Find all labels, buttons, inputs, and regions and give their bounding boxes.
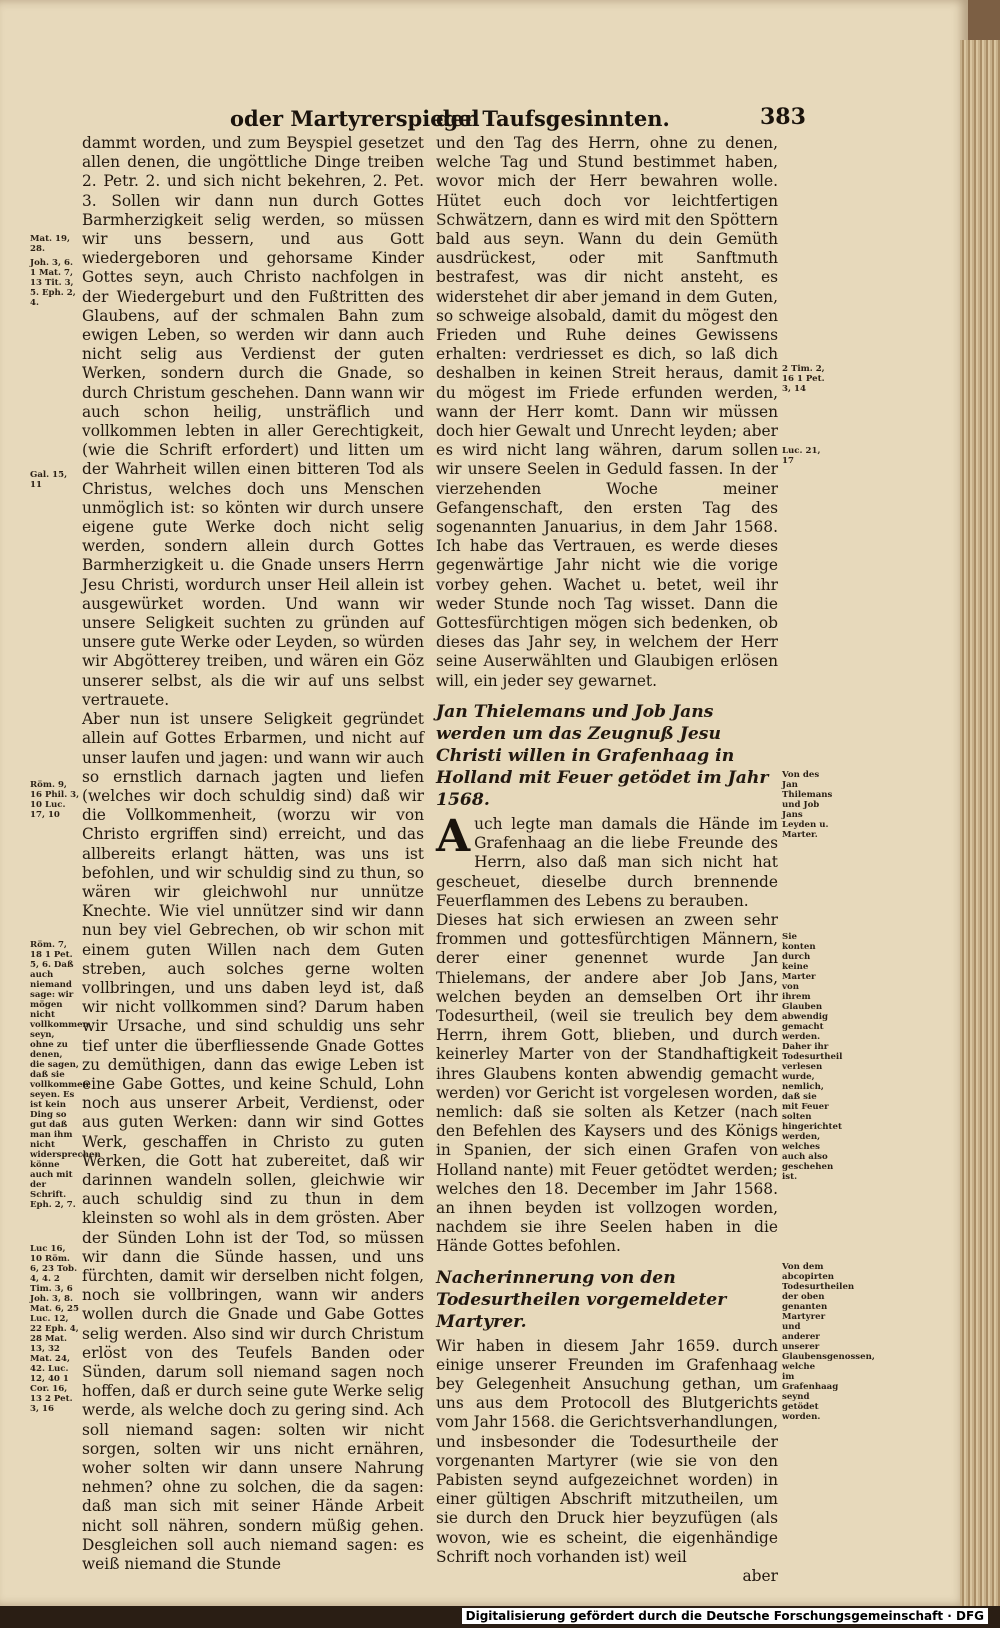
running-header: [230, 104, 800, 134]
right-paragraph-3: Dieses hat sich erwiesen an zween sehr frommen und gottesfürchtigen Männern, derer einer genennet wurde Jan Thielemans, der andere aber Job Jans, welchen beyden an demselben Ort ihr Todesurtheil, (weil sie treulich bey dem Herrn, ihrem Gott, blieben, und durch keinerley Marter von der Standhaftigkeit ihres Glaubens konten abwendig gemacht werden) vor Gericht ist vorgelesen worden, nemlich: daß sie solten als Ketzer (nach den Befehlen des Kaysers und des Königs in Spanien, der sich einen Grafen von Holland nante) mit Feuer getödtet werden; welches den 18. December im Jahr 1568. an ihnen beyden ist vollzogen worden, nachdem sie ihre Seelen haben in die Hände Gottes befohlen.: [436, 910, 778, 1256]
left-paragraph-1: dammt worden, und zum Beyspiel gesetzet allen denen, die ungöttliche Dinge treiben 2. Petr. 2. und sich nicht bekehren, 2. Pet. 3. Sollen wir dann nun durch Gottes Barmherzigkeit selig werden, so müssen wir uns bessern, und aus Gott wiedergeboren und gehorsame Kinder Gottes seyn, auch Christo nachfolgen in der Wiedergeburt und den Fußtritten des Glaubens, auf der schmalen Bahn zum ewigen Leben, so werden wir dann auch nicht selig aus Verdienst der guten Werken, sondern durch die Gnade, so durch Christum geschehen. Dann wann wir auch schon heilig, unsträflich und vollkommen lebten in aller Gerechtigkeit, (wie die Schrift erfordert) und litten um der Wahrheit willen einen bitteren Tod als Christus, welches doch uns Menschen unmöglich ist: so könten wir durch unsere eigene gute Werke doch nicht selig werden, sondern allein durch Gottes Barmherzigkeit u. die Gnade unsers Herrn Jesu Christi, wordurch unser Heil allein ist ausgewürket worden. Und wann wir unsere Seligkeit suchten zu gründen auf unsere gute Werke oder Leyden, so würden wir Abgötterey treiben, und wären ein Göz unserer selbst, als die wir auf uns selbst vertrauete.: [82, 134, 424, 709]
margin-note-right: Sie konten durch keine Marter von ihrem Glauben abwendig gemacht werden. Daher ihr Todesurtheil verlesen wurde, nemlich, daß sie mit Feuer solten hingerichtet werden, welches auch also geschehen ist.: [782, 932, 843, 1182]
page-edge-stack: [960, 40, 1000, 1606]
running-title-right: der Taufsgesinnten.: [436, 106, 670, 131]
section-heading-nacherinnerung: Nacherinnerung von den Todesurtheilen vorgemeldeter Martyrer.: [436, 1267, 727, 1332]
margin-note-left: Röm. 9, 16 Phil. 3, 10 Luc. 17, 10: [30, 780, 80, 820]
running-title-left: oder Martyrerspiegel: [230, 106, 480, 131]
margin-note-left: Gal. 15, 11: [30, 470, 68, 490]
margin-note-right: Von des Jan Thilemans und Job Jans Leyden u. Marter.: [782, 770, 833, 840]
margin-note-left: Luc 16, 10 Röm. 6, 23 Tob. 4, 4. 2 Tim. 3, 6 Joh. 3, 8. Mat. 6, 25 Luc. 12, 22 Eph. 4, 28 Mat. 13, 32 Mat. 24, 42. Luc. 12, 40 1 Cor. 16, 13 2 Pet. 3, 16: [30, 1244, 79, 1414]
left-text-column: [82, 134, 424, 1574]
right-paragraph-2-text: uch legte man damals die Hände im Grafenhaag an die liebe Freunde des Herrn, also daß man sich nicht hat gescheuet, dieselbe durch brennende Feuerflammen des Lebens zu berauben.: [436, 814, 778, 910]
margin-note-left: Joh. 3, 6. 1 Mat. 7, 13 Tit. 3, 5. Eph. 2, 4.: [30, 258, 76, 308]
right-paragraph-1: und den Tag des Herrn, ohne zu denen, welche Tag und Stund bestimmet haben, wovor mich der Herr bewahren wolle. Hütet euch doch vor leichtfertigen Schwätzern, dann es wird mit den Spöttern bald aus seyn. Wann du dein Gemüth ausdrückest, oder mit Sanftmuth bestrafest, was dir nicht ansteht, es widerstehet dir aber jemand in dem Guten, so schweige alsobald, damit du mögest den Frieden und Ruhe deines Gewissens erhalten: verdriesset es dich, so laß dich deshalben in keinen Streit heraus, damit du mögest im Friede erfunden werden, wann der Herr komt. Dann wir müssen doch hier Gewalt und Unrecht leyden; aber es wird nicht lang währen, darum sollen wir unsere Seelen in Geduld fassen. In der vierzehenden Woche meiner Gefangenschaft, den ersten Tag des sogenannten Januarius, in dem Jahr 1568. Ich habe das Vertrauen, es werde dieses gegenwärtige Jahr nicht wie die vorige vorbey gehen. Wachet u. betet, weil ihr weder Stunde noch Tag wisset. Dann die Gottesfürchtigen mögen sich bedenken, ob dieses das Jahr sey, in welchem der Herr seine Auserwählten und Glaubigen erlösen will, ein jeder sey gewarnet.: [436, 134, 778, 690]
margin-note-right: Von dem abcopirten Todesurtheilen der oben genanten Martyrer und anderer unserer Glaubensgenossen, welche im Grafenhaag seynd getödet worden.: [782, 1262, 875, 1422]
section-heading-martyrs: Jan Thielemans und Job Jans werden um das Zeugnuß Jesu Christi willen in Grafenhaag in Holland mit Feuer getödet im Jahr 1568.: [436, 701, 769, 810]
right-text-column: [436, 134, 778, 1586]
drop-cap: A: [436, 810, 471, 862]
page-number: 383: [760, 104, 806, 130]
right-paragraph-2: [436, 810, 778, 911]
catchword: aber: [742, 1567, 778, 1585]
margin-note-left: Röm. 7, 18 1 Pet. 5, 6. Daß auch niemand sage: wir mögen nicht vollkommen seyn, ohne zu denen, die sagen, daß sie vollkommen seyen. Es ist kein Ding so gut daß man ihm nicht widersprechen könne auch mit der Schrift. Eph. 2, 7.: [30, 940, 101, 1210]
margin-note-right: Luc. 21, 17: [782, 446, 821, 466]
digitization-credit: Digitalisierung gefördert durch die Deutsche Forschungsgemeinschaft · DFG: [462, 1608, 988, 1624]
right-paragraph-4: Wir haben in diesem Jahr 1659. durch einige unserer Freunden im Grafenhaag bey Gelegenheit Ansuchung gethan, um uns aus dem Protocoll des Blutgerichts vom Jahr 1568. die Gerichtsverhandlungen, und insbesonder die Todesurtheile der vorgenanten Martyrer (wie sie von den Pabisten seynd aufgezeichnet worden) in einer gültigen Abschrift mitzutheilen, um sie durch den Druck hier beyzufügen (als wovon, wie es scheint, die eigenhändige Schrift noch vorhanden ist) weil: [436, 1336, 778, 1566]
margin-note-left: Mat. 19, 28.: [30, 234, 70, 254]
margin-note-right: 2 Tim. 2, 16 1 Pet. 3, 14: [782, 364, 825, 394]
left-paragraph-2: Aber nun ist unsere Seligkeit gegründet allein auf Gottes Erbarmen, und nicht auf unser laufen und jagen: und wann wir auch so ernstlich darnach jagten und liefen (welches wir doch schuldig sind) daß wir die Vollkommenheit, (worzu wir von Christo ergriffen sind) erreicht, und das allbereits erlangt hätten, was uns ist befohlen, und wir schuldig sind zu thun, so wären wir gleichwohl nur unnütze Knechte. Wie viel unnützer sind wir dann nun bey viel Gebrechen, ob wir schon mit einem guten Willen nach dem Guten streben, auch solches gerne wolten vollbringen, und uns daben leyd ist, daß wir nicht vollkommen sind? Darum haben wir Ursache, und sind schuldig uns sehr tief unter die überfliessende Gnade Gottes zu demüthigen, dann das ewige Leben ist eine Gabe Gottes, und keine Schuld, Lohn noch aus unserer Arbeit, Verdienst, oder aus guten Werken: dann wir sind Gottes Werk, geschaffen in Christo zu guten Werken, die Gott hat zubereitet, daß wir darinnen wandeln sollen, gleichwie wir auch schuldig sind zu thun in dem kleinsten so wohl als in dem grösten. Aber der Sünden Lohn ist der Tod, so müssen wir dann die Sünde hassen, und uns fürchten, damit wir derselben nicht folgen, noch sie vollbringen, wann wir anders wollen durch die Gnade und Gabe Gottes selig werden. Also sind wir durch Christum erlöst von des Teufels Banden oder Sünden, darum soll niemand sagen noch hoffen, daß er durch seine gute Werke selig werde, als welche doch zu gering sind. Ach soll niemand sagen: solten wir nicht sorgen, solten wir uns nicht ernähren, woher solten wir dann unsere Nahrung nehmen? ohne zu solchen, die da sagen: daß man sich mit seiner Hände Arbeit nicht soll nähren, sondern müßig gehen. Desgleichen soll auch niemand sagen: es weiß niemand die Stunde: [82, 710, 424, 1574]
